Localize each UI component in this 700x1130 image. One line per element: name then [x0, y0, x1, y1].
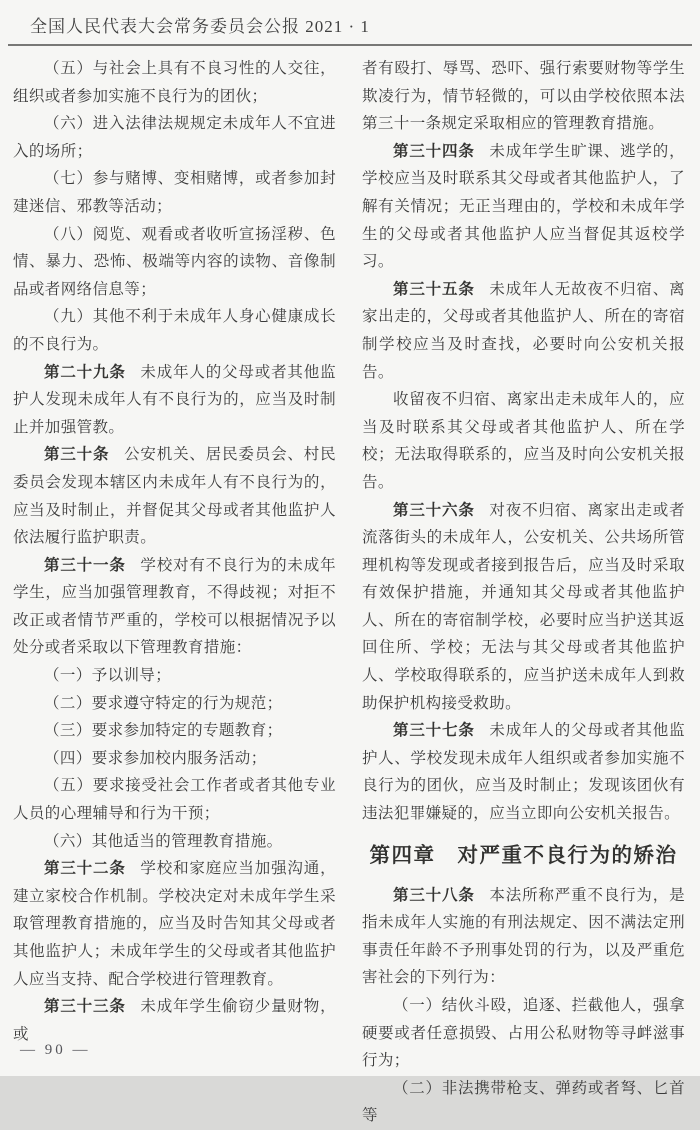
- article-number: 第三十二条: [44, 860, 126, 878]
- page-number: — 90 —: [20, 1042, 91, 1058]
- paragraph-text: （二）非法携带枪支、弹药或者弩、匕首等: [362, 1079, 685, 1125]
- paragraph-text: （四）要求参加校内服务活动；: [44, 749, 267, 767]
- paragraph-text: 第四章 对严重不良行为的矫治: [369, 843, 678, 867]
- article-number: 第三十八条: [393, 886, 475, 904]
- paragraph-text: 未成年人的父母或者其他监护人、学校发现未成年人组织或者参加实施不良行为的团伙，应当及时制止；发现该团伙有违法犯罪嫌疑的，应当立即向公安机关报告。: [362, 722, 685, 823]
- paragraph: [13, 359, 336, 442]
- paragraph-text: 学校对有不良行为的未成年学生，应当加强管理教育，不得歧视；对拒不改正或者情节严重的，学校可以根据情况予以处分或者采取以下管理教育措施：: [13, 556, 336, 657]
- text-columns: [0, 46, 700, 1130]
- paragraph-text: （九）其他不利于未成年人身心健康成长的不良行为。: [13, 308, 336, 353]
- paragraph: [362, 276, 685, 386]
- paragraph: [13, 55, 336, 110]
- paragraph-text: （五）与社会上具有不良习性的人交往，组织或者参加实施不良行为的团伙；: [13, 60, 336, 105]
- paragraph: [362, 497, 685, 718]
- paragraph-text: 公安机关、居民委员会、村民委员会发现本辖区内未成年人有不良行为的，应当及时制止，并督促其父母或者其他监护人依法履行监护职责。: [13, 446, 336, 547]
- paragraph-text: （八）阅览、观看或者收听宣扬淫秽、色情、暴力、恐怖、极端等内容的读物、音像制品或者网络信息等；: [13, 225, 336, 298]
- paragraph: [13, 303, 336, 358]
- left-column: [13, 55, 336, 1130]
- chapter-heading: [362, 841, 685, 871]
- article-number: 第三十五条: [393, 280, 475, 298]
- article-number: 第三十一条: [44, 556, 126, 574]
- article-number: 第二十九条: [44, 363, 126, 381]
- paragraph: [13, 717, 336, 745]
- right-column: [362, 55, 685, 1130]
- gazette-title: 全国人民代表大会常务委员会公报 2021 · 1: [30, 17, 370, 36]
- paragraph-text: 未成年人无故夜不归宿、离家出走的，父母或者其他监护人、所在的寄宿制学校应当及时查找，必要时向公安机关报告。: [362, 280, 685, 381]
- paragraph-text: 未成年学生旷课、逃学的，学校应当及时联系其父母或者其他监护人，了解有关情况；无正当理由的，学校和未成年学生的父母或者其他监护人应当督促其返校学习。: [362, 142, 685, 271]
- paragraph: [13, 165, 336, 220]
- paragraph-text: 本法所称严重不良行为，是指未成年人实施的有刑法规定、因不满法定刑事责任年龄不予刑事处罚的行为，以及严重危害社会的下列行为：: [362, 886, 685, 987]
- article-number: 第三十四条: [393, 142, 475, 160]
- article-number: 第三十条: [44, 446, 110, 464]
- paragraph-text: （五）要求接受社会工作者或者其他专业人员的心理辅导和行为干预；: [13, 777, 336, 823]
- paragraph: [13, 110, 336, 165]
- paragraph-text: （三）要求参加特定的专题教育；: [44, 722, 283, 740]
- paragraph-text: 收留夜不归宿、离家出走未成年人的，应当及时联系其父母或者其他监护人、所在学校；无法取得联系的，应当及时向公安机关报告。: [362, 391, 685, 491]
- paragraph-text: （一）予以训导；: [44, 667, 172, 685]
- paragraph-text: 未成年人的父母或者其他监护人发现未成年人有不良行为的，应当及时制止并加强管教。: [13, 363, 336, 436]
- paragraph-text: 未成年学生偷窃少量财物，或: [13, 998, 336, 1043]
- paragraph-text: 学校和家庭应当加强沟通，建立家校合作机制。学校决定对未成年学生采取管理教育措施的，应当及时告知其父母或者其他监护人；未成年学生的父母或者其他监护人应当支持、配合学校进行管理教育。: [13, 860, 336, 988]
- paragraph: [13, 441, 336, 551]
- paragraph: [362, 386, 685, 496]
- paragraph-text: 对夜不归宿、离家出走或者流落街头的未成年人，公安机关、公共场所管理机构等发现或者接到报告后，应当及时采取有效保护措施，并通知其父母或者其他监护人、所在的寄宿制学校，必要时应当护送其返回住所、学校；无法与其父母或者其他监护人、学校取得联系的，应当护送未成年人到救助保护机构接受救助。: [362, 501, 685, 712]
- page-header: [0, 0, 700, 37]
- paragraph: [13, 221, 336, 304]
- article-number: 第三十三条: [44, 998, 126, 1016]
- paragraph-text: 者有殴打、辱骂、恐吓、强行索要财物等学生欺凌行为，情节轻微的，可以由学校依照本法第三十一条规定采取相应的管理教育措施。: [362, 60, 685, 133]
- paragraph-text: （六）进入法律法规规定未成年人不宜进入的场所；: [13, 115, 336, 160]
- paragraph-text: （一）结伙斗殴，追逐、拦截他人，强拿硬要或者任意损毁、占用公私财物等寻衅滋事行为；: [362, 997, 685, 1070]
- paragraph: [13, 745, 336, 773]
- paragraph: [362, 992, 685, 1075]
- article-number: 第三十六条: [393, 501, 475, 519]
- paragraph: [362, 138, 685, 276]
- paragraph: [13, 690, 336, 718]
- paragraph: [362, 55, 685, 138]
- paragraph: [13, 662, 336, 690]
- paragraph: [13, 552, 336, 662]
- paragraph-text: （二）要求遵守特定的行为规范；: [44, 694, 283, 712]
- article-number: 第三十七条: [393, 722, 475, 740]
- paragraph-text: （七）参与赌博、变相赌博，或者参加封建迷信、邪教等活动；: [13, 170, 336, 215]
- paragraph: [13, 993, 336, 1048]
- paragraph: [13, 828, 336, 856]
- paragraph: [362, 1075, 685, 1130]
- paragraph: [13, 855, 336, 993]
- paragraph: [13, 772, 336, 827]
- paragraph: [362, 882, 685, 992]
- paragraph: [362, 717, 685, 827]
- paragraph-text: （六）其他适当的管理教育措施。: [44, 832, 283, 850]
